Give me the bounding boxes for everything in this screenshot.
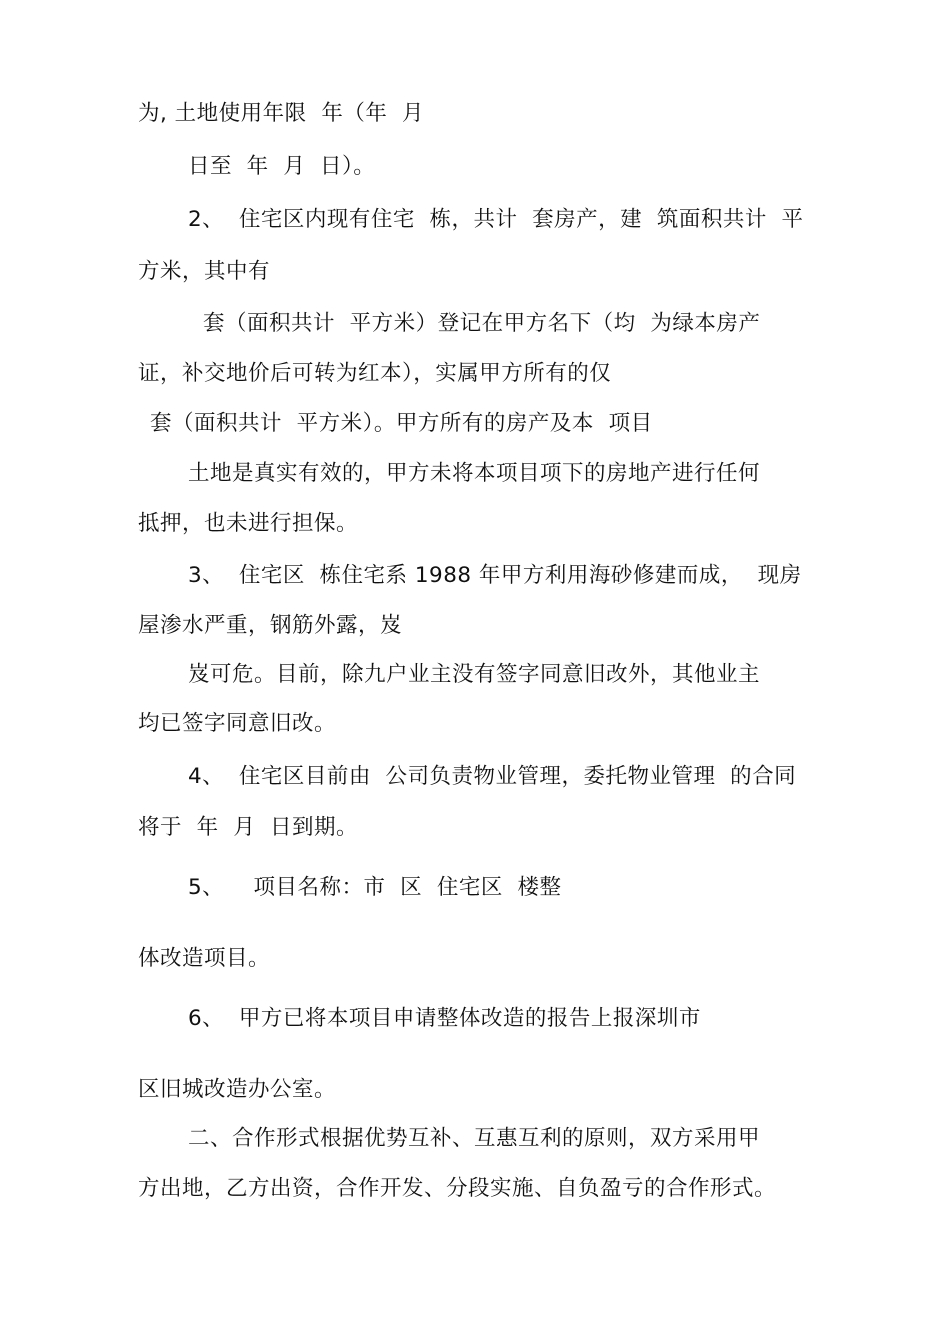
text-line: 5、 项目名称：市 区 住宅区 楼整 [188,875,562,900]
text-line: 日至 年 月 日）。 [188,154,376,179]
text-line: 证，补交地价后可转为红本），实属甲方所有的仅 [138,361,612,386]
text-line: 均已签字同意旧改。 [138,711,337,736]
text-line: 3、 住宅区 栋住宅系 1988 年甲方利用海砂修建而成， 现房 [188,563,802,588]
text-line: 方米，其中有 [138,259,271,284]
text-line: 二、合作形式根据优势互补、互惠互利的原则，双方采用甲 [188,1126,761,1151]
text-line: 土地是真实有效的，甲方未将本项目项下的房地产进行任何 [188,461,761,486]
text-line: 为, 土地使用年限 年（年 月 [138,101,425,126]
text-line: 屋渗水严重，钢筋外露，岌 [138,613,403,638]
text-line: 岌可危。目前，除九户业主没有签字同意旧改外，其他业主 [188,662,761,687]
text-line: 套（面积共计 平方米）。甲方所有的房产及本 项目 [150,411,653,436]
text-line: 区旧城改造办公室。 [138,1077,337,1102]
text-line: 将于 年 月 日到期。 [138,815,359,840]
text-line: 体改造项目。 [138,946,271,971]
text-line: 6、 甲方已将本项目申请整体改造的报告上报深圳市 [188,1006,701,1031]
text-line: 抵押，也未进行担保。 [138,511,359,536]
text-line: 套（面积共计 平方米）登记在甲方名下（均 为绿本房产 [203,311,761,336]
text-line: 方出地，乙方出资，合作开发、分段实施、自负盈亏的合作形式。 [138,1176,777,1201]
text-line: 4、 住宅区目前由 公司负责物业管理，委托物业管理 的合同 [188,764,797,789]
text-line: 2、 住宅区内现有住宅 栋，共计 套房产，建 筑面积共计 平 [188,207,804,232]
